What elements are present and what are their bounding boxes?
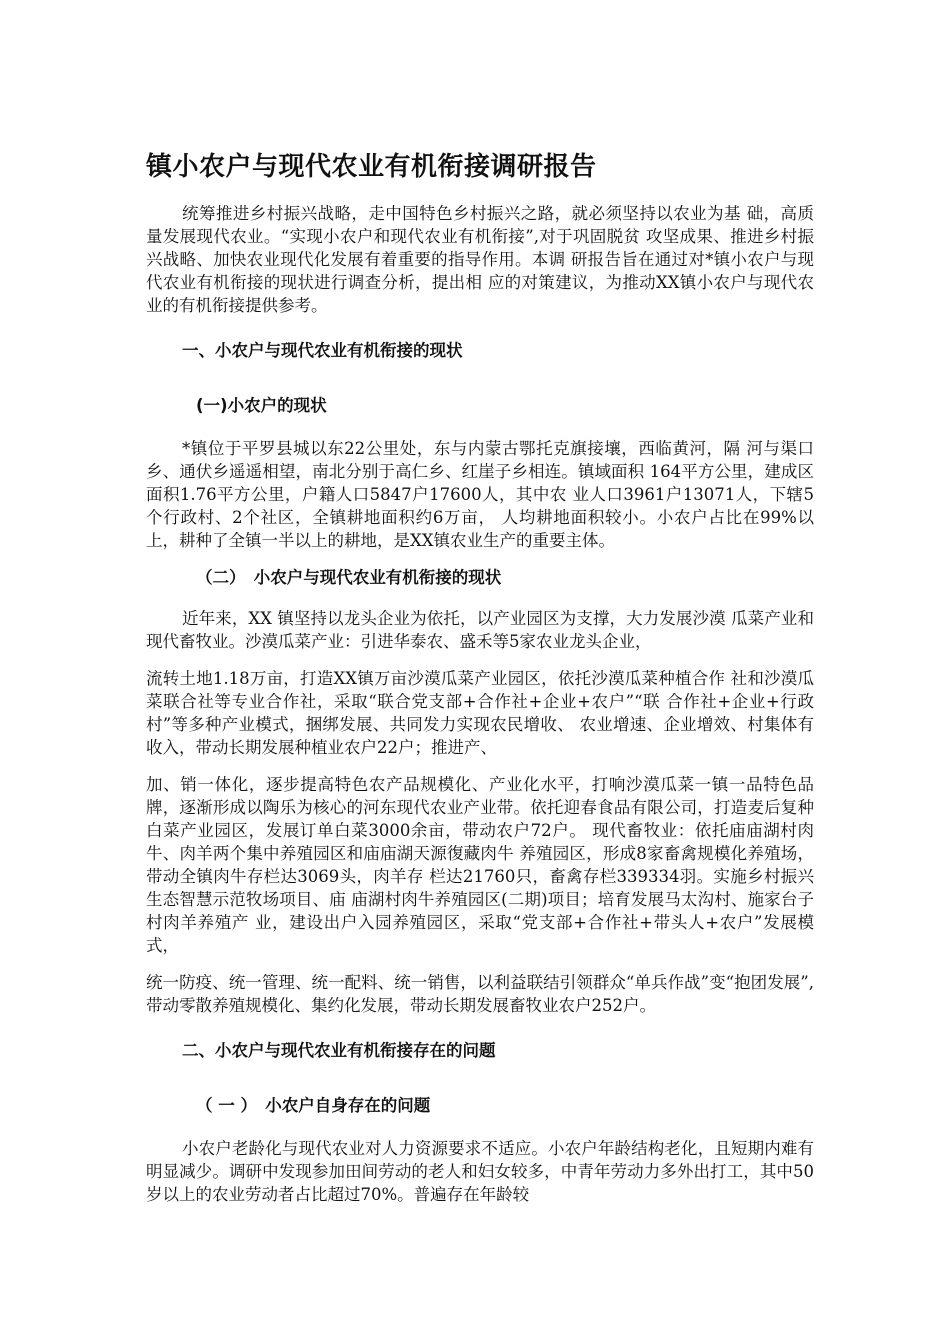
section-1-sub-2-paragraph-2: 流转土地1.18万亩，打造XX镇万亩沙漠瓜菜产业园区，依托沙漠瓜菜种植合作 社和沙漠瓜菜联合社等专业合作社，采取“联合党支部+合作社+企业+农户”“联 合作社+企业+行政村”等多种产业模式，捆绑发展、共同发力实现农民增收、 农业增速、企业增效、村集体有收入，带动长期发展种植业农户22户；推进产、: [146, 669, 814, 757]
section-2-sub-1-paragraph: 小农户老龄化与现代农业对人力资源要求不适应。小农户年龄结构老化，且短期内难有明显减少。调研中发现参加田间劳动的老人和妇女较多，中青年劳动力多外出打工，其中50 岁以上的农业劳动者占比超过70%。普遍存在年龄较: [146, 1139, 814, 1204]
section-1-sub-1-paragraph: *镇位于平罗县城以东22公里处，东与内蒙古鄂托克旗接壤，西临黄河，隔 河与渠口乡、通伏乡遥遥相望，南北分别于高仁乡、红崖子乡相连。镇域面积 164平方公里，建成区面积1.76平方公里，户籍人口5847户17600人，其中农 业人口3961户13071人，下辖5个行政村、2个社区，全镇耕地面积约6万亩， 人均耕地面积较小。小农户占比在99%以上，耕种了全镇一半以上的耕地，是XX镇农业生产的重要主体。: [146, 439, 814, 550]
intro-paragraph: 统筹推进乡村振兴战略，走中国特色乡村振兴之路，就必须坚持以农业为基 础，高质量发展现代农业。“实现小农户和现代农业有机衔接”,对于巩固脱贫 攻坚成果、推进乡村振兴战略、加快农业现代化发展有着重要的指导作用。本调 研报告旨在通过对*镇小农户与现代农业有机衔接的现状进行调查分析，提出相 应的对策建议，为推动XX镇小农户与现代农业的有机衔接提供参考。: [146, 204, 814, 315]
document-title: 镇小农户与现代农业有机衔接调研报告: [146, 152, 597, 182]
section-1-sub-2-paragraph-3: 加、销一体化，逐步提高特色农产品规模化、产业化水平，打响沙漠瓜菜一镇一品特色品牌，逐渐形成以陶乐为核心的河东现代农业产业带。依托迎春食品有限公司，打造麦后复种白菜产业园区，发展订单白菜3000余亩，带动农户72户。 现代畜牧业：依托庙庙湖村肉牛、肉羊两个集中养殖园区和庙庙湖天源復藏肉牛 养殖园区，形成8家畜禽规模化养殖场，带动全镇肉牛存栏达3069头，肉羊存 栏达21760只，畜禽存栏339334羽。实施乡村振兴生态智慧示范牧场项目、庙 庙湖村肉牛养殖园区(二期)项目；培育发展马太沟村、施家台子村肉羊养殖产 业，建设出户入园养殖园区，采取“党支部+合作社+带头人+农户”发展模式，: [146, 775, 814, 955]
section-1-sub-2-heading: （二） 小农户与现代农业有机衔接的现状: [196, 568, 502, 587]
section-1-heading: 一、小农户与现代农业有机衔接的现状: [182, 341, 463, 360]
section-1-sub-2-paragraph-4: 统一防疫、统一管理、统一配料、统一销售，以利益联结引领群众“单兵作战”变“抱团发展”,带动零散养殖规模化、集约化发展，带动长期发展畜牧业农户252户。: [146, 973, 814, 1015]
section-2-heading: 二、小农户与现代农业有机衔接存在的问题: [182, 1041, 496, 1060]
document-page: [146, 150, 814, 1206]
section-1-sub-2-paragraph-1: 近年来，XX 镇坚持以龙头企业为依托，以产业园区为支撑，大力发展沙漠 瓜菜产业和现代畜牧业。沙漠瓜菜产业：引进华泰农、盛禾等5家农业龙头企业，: [146, 609, 814, 651]
section-1-sub-1-heading: (一)小农户的现状: [196, 396, 327, 415]
section-2-sub-1-heading: （ 一 ） 小农户自身存在的问题: [196, 1096, 431, 1115]
